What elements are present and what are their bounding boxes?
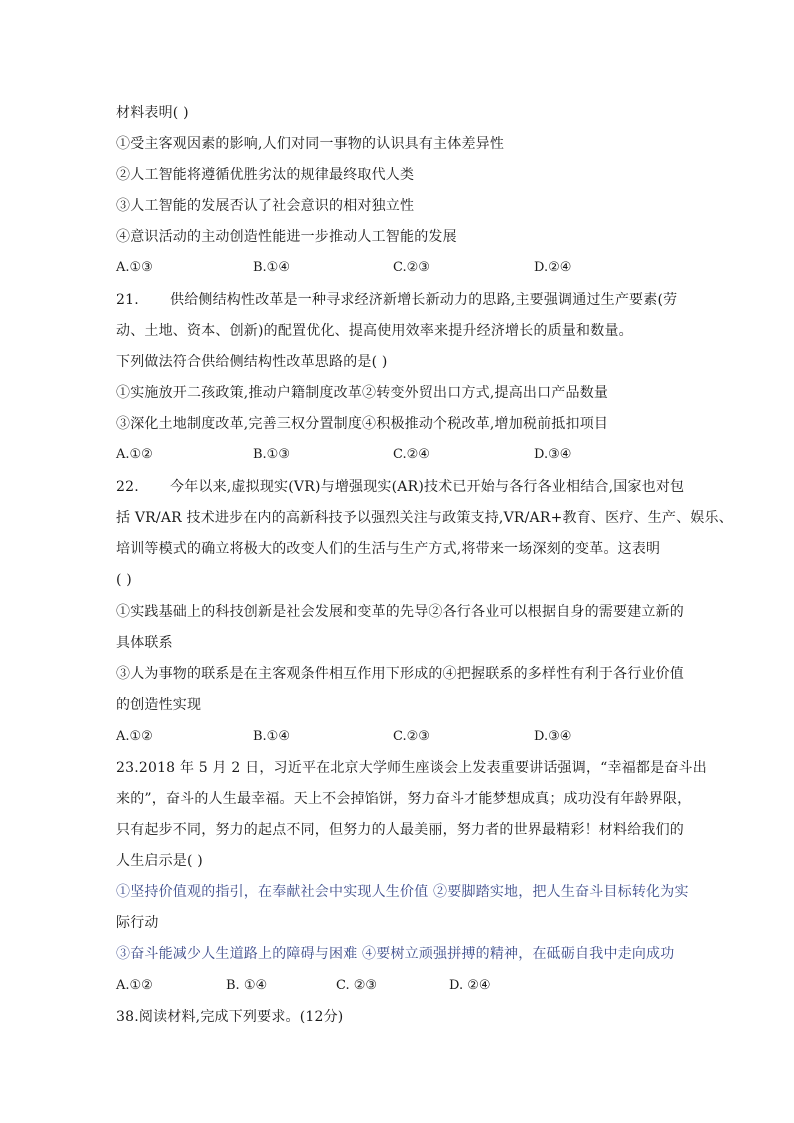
- text-line: 动、土地、资本、创新)的配置优化、提高使用效率来提升经济增长的质量和数量。: [116, 323, 633, 339]
- choice-statement: ①受主客观因素的影响,人们对同一事物的认识具有主体差异性: [116, 136, 505, 152]
- question-text: 供给侧结构性改革是一种寻求经济新增长新动力的思路,主要强调通过生产要素(劳: [170, 292, 678, 308]
- answer-options-q23: [116, 976, 716, 996]
- text-line: 括 VR/AR 技术进步在内的高新科技予以强烈关注与政策支持,VR/AR+教育、医疗、生产、娱乐、: [116, 510, 733, 526]
- option-a: A.①③: [116, 260, 153, 275]
- option-c: C.②④: [393, 447, 430, 462]
- text-line: ( ): [116, 572, 132, 588]
- option-b: B.①④: [253, 729, 290, 744]
- option-c: C. ②③: [336, 978, 378, 993]
- option-d: D.③④: [534, 447, 572, 462]
- choice-statement: ④意识活动的主动创造性能进一步推动人工智能的发展: [116, 229, 457, 245]
- question-text: 今年以来,虚拟现实(VR)与增强现实(AR)技术已开始与各行各业相结合,国家也对包: [170, 479, 685, 495]
- choice-statement: ②人工智能将遵循优胜劣汰的规律最终取代人类: [116, 167, 415, 183]
- question-38-heading: 38.阅读材料,完成下列要求。(12分): [116, 1009, 344, 1025]
- option-d: D.②④: [534, 260, 572, 275]
- option-a: A.①②: [116, 978, 153, 993]
- option-a: A.①②: [116, 729, 153, 744]
- answer-options-q20: [116, 258, 716, 278]
- choice-statement: ③人工智能的发展否认了社会意识的相对独立性: [116, 198, 415, 214]
- text-line: 下列做法符合供给侧结构性改革思路的是( ): [116, 354, 388, 370]
- question-number: 21.: [116, 292, 139, 308]
- choice-statement: ③人为事物的联系是在主客观条件相互作用下形成的④把握联系的多样性有利于各行业价值: [116, 666, 684, 682]
- option-a: A.①②: [116, 447, 153, 462]
- text-line: 际行动: [116, 915, 159, 931]
- text-line: 具体联系: [116, 635, 173, 651]
- choice-statement: ①实践基础上的科技创新是社会发展和变革的先导②各行各业可以根据自身的需要建立新的: [116, 604, 684, 620]
- choice-statement: ③奋斗能减少人生道路上的障碍与困难 ④要树立顽强拼搏的精神，在砥砺自我中走向成功: [116, 946, 675, 962]
- option-d: D. ②④: [449, 978, 491, 993]
- answer-options-q21: [116, 445, 716, 465]
- option-c: C.②③: [393, 729, 430, 744]
- choice-statement: ③深化土地制度改革,完善三权分置制度④积极推动个税改革,增加税前抵扣项目: [116, 416, 609, 432]
- text-line: 培训等模式的确立将极大的改变人们的生活与生产方式,将带来一场深刻的变革。这表明: [116, 541, 661, 557]
- option-d: D.③④: [534, 729, 572, 744]
- text-line: 人生启示是( ): [116, 853, 203, 869]
- option-b: B. ①④: [226, 978, 268, 993]
- question-22-stem: [116, 477, 684, 497]
- text-line: 的创造性实现: [116, 697, 202, 713]
- question-number: 22.: [116, 479, 139, 495]
- answer-options-q22: [116, 727, 716, 747]
- question-21-stem: [116, 290, 677, 310]
- option-b: B.①③: [253, 447, 290, 462]
- choice-statement: ①坚持价值观的指引，在奉献社会中实现人生价值 ②要脚踏实地，把人生奋斗目标转化为实: [116, 884, 689, 900]
- text-line: 来的”，奋斗的人生最幸福。天上不会掉馅饼，努力奋斗才能梦想成真；成功没有年龄界限，: [116, 791, 692, 807]
- option-b: B.①④: [253, 260, 290, 275]
- question-23-stem: 23.2018 年 5 月 2 日，习近平在北京大学师生座谈会上发表重要讲话强调，“幸福都是奋斗出: [116, 760, 707, 776]
- text-line: 只有起步不同，努力的起点不同，但努力的人最美丽，努力者的世界最精彩！材料给我们的: [116, 822, 684, 838]
- option-c: C.②③: [393, 260, 430, 275]
- text-line: 材料表明( ): [116, 105, 189, 121]
- choice-statement: ①实施放开二孩政策,推动户籍制度改革②转变外贸出口方式,提高出口产品数量: [116, 385, 609, 401]
